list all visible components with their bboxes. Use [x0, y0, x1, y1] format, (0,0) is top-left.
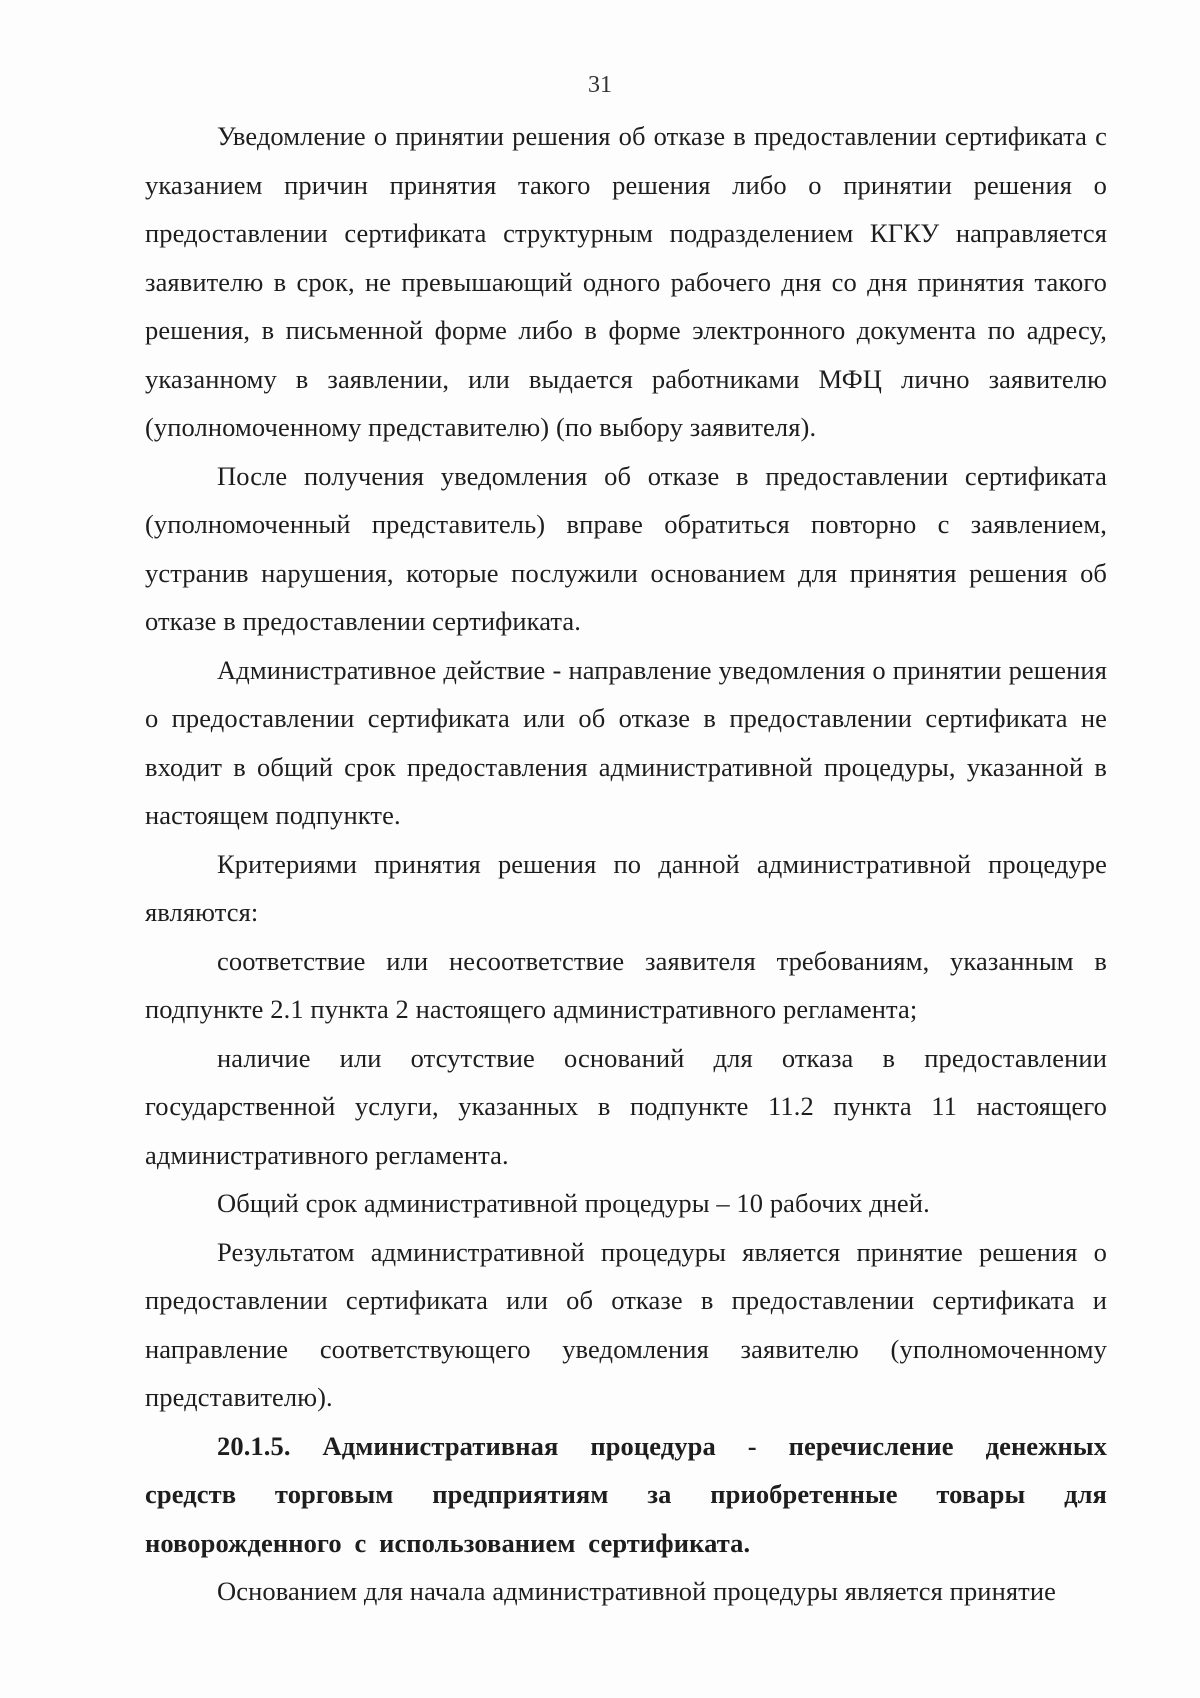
paragraph-result: Результатом административной процедуры является принятие решения о предоставлении сертификата или об отказе в предоставлении сертификата и направление соответствующего уведомления заявителю (уполномоченному представителю).	[145, 1236, 1107, 1412]
paragraph-administrative-action: Административное действие - направление уведомления о принятии решения о предоставлении сертификата или об отказе в предоставлении сертификата не входит в общий срок предоставления административной процедуры, указанной в настоящем подпункте.	[145, 654, 1107, 830]
paragraph-criterion-compliance: соответствие или несоответствие заявителя требованиям, указанным в подпункте 2.1 пункта 2 настоящего административного регламента;	[145, 945, 1107, 1024]
page-body	[145, 112, 1107, 1616]
paragraph-after-refusal: После получения уведомления об отказе в предоставлении сертификата (уполномоченный представитель) вправе обратиться повторно с заявлением, устранив нарушения, которые послужили основанием для принятия решения об отказе в предоставлении сертификата.	[145, 460, 1107, 636]
paragraph-total-term: Общий срок административной процедуры – 10 рабочих дней.	[217, 1188, 930, 1218]
paragraph-notification: Уведомление о принятии решения об отказе в предоставлении сертификата с указанием причин принятия такого решения либо о принятии решения о предоставлении сертификата структурным подразделением КГКУ направляется заявителю в срок, не превышающий одного рабочего дня со дня принятия такого решения, в письменной форме либо в форме электронного документа по адресу, указанному в заявлении, или выдается работниками МФЦ лично заявителю (уполномоченному представителю) (по выбору заявителя).	[145, 121, 1107, 442]
paragraph-criterion-grounds: наличие или отсутствие оснований для отказа в предоставлении государственной услуги, указанных в подпункте 11.2 пункта 11 настоящего административного регламента.	[145, 1042, 1107, 1170]
paragraph-basis: Основанием для начала административной процедуры является принятие	[217, 1576, 1056, 1606]
paragraph-criteria: Критериями принятия решения по данной административной процедуре являются:	[145, 848, 1107, 927]
page-number: 31	[588, 72, 612, 98]
section-heading-20-1-5: 20.1.5. Административная процедура - перечисление денежных средств торговым предприятиям за приобретенные товары для новорожденного с использованием сертификата.	[145, 1430, 1107, 1558]
